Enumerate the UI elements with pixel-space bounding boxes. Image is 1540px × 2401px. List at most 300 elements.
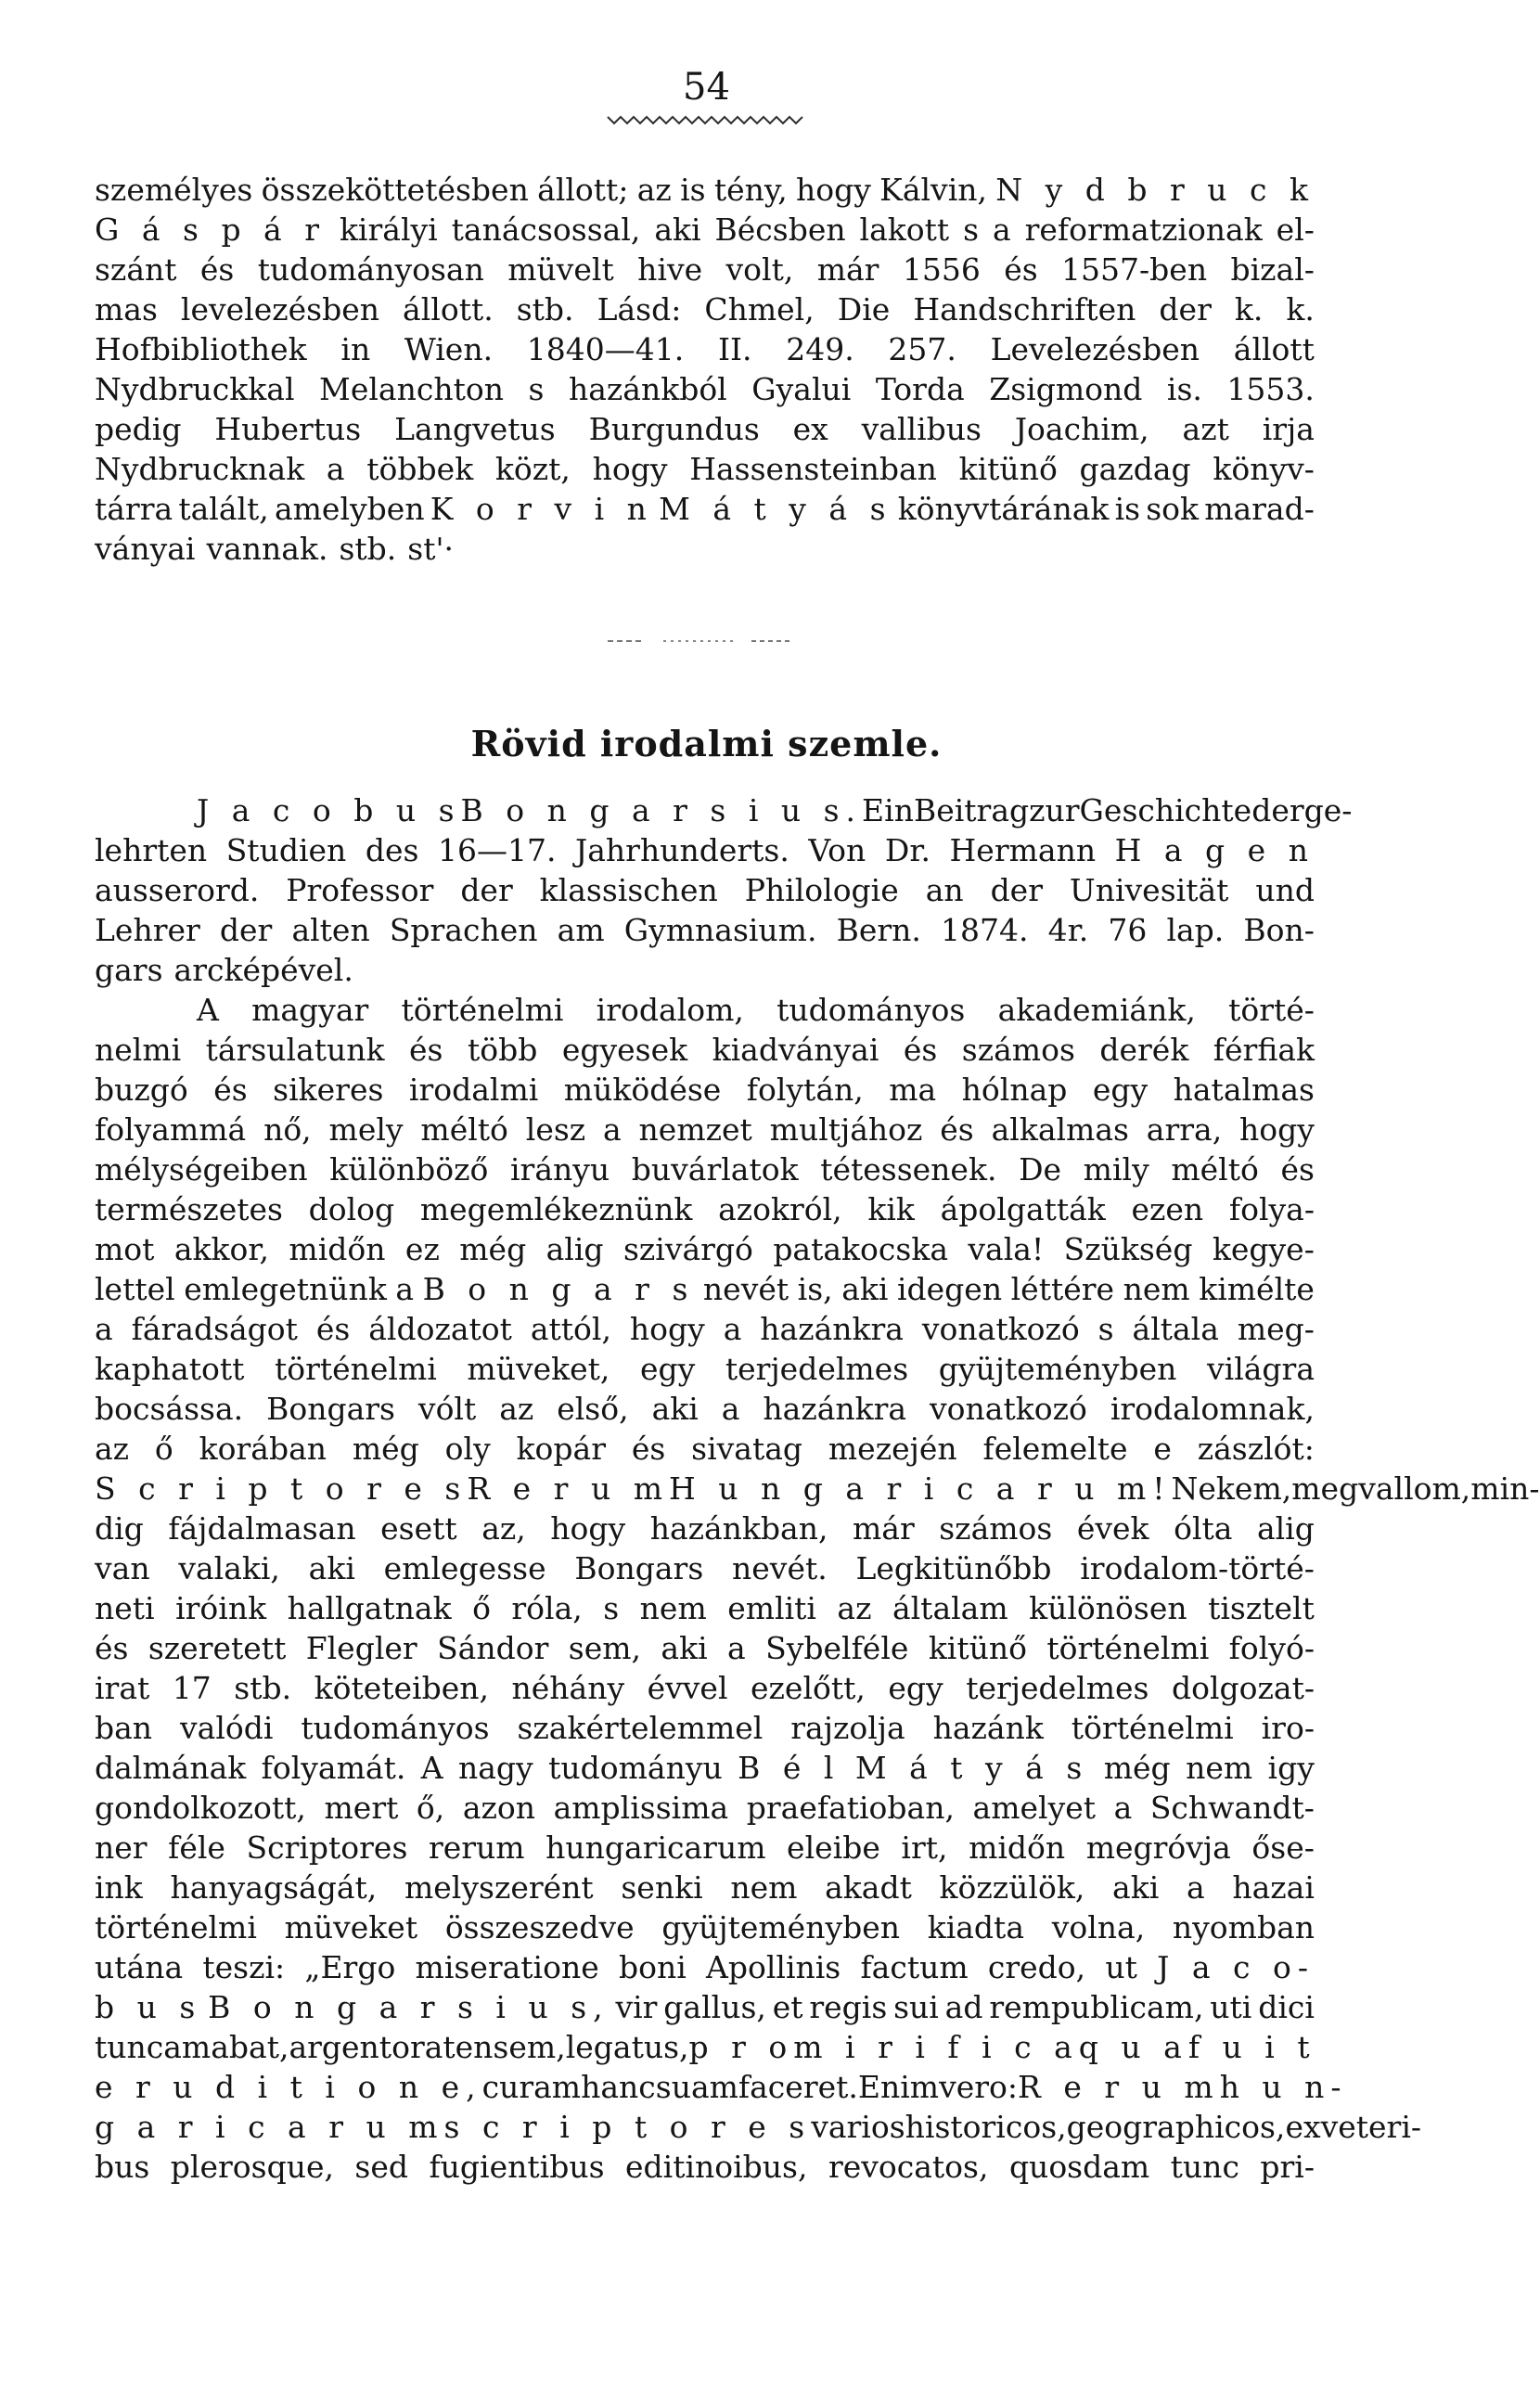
word: általa: [1132, 1311, 1219, 1347]
word: A: [420, 1750, 443, 1786]
word: geographicos,: [1066, 2109, 1286, 2145]
word: Nydbruckkal: [95, 371, 295, 407]
word: vala!: [968, 1231, 1045, 1267]
word: lettel: [95, 1271, 175, 1307]
book-entry: [95, 790, 1353, 990]
word: boni: [618, 1949, 687, 1985]
word: B o n g a r s i u s,: [208, 1989, 610, 2025]
word: Flegler: [305, 1630, 417, 1666]
word: Dr.: [884, 832, 930, 868]
word: irt,: [901, 1830, 948, 1866]
word: buzgó: [95, 1072, 188, 1108]
word: évvel: [647, 1670, 728, 1706]
word: az: [636, 172, 672, 208]
word: irányu: [510, 1151, 610, 1188]
word: vólt: [417, 1391, 477, 1427]
word: férfiak: [1213, 1032, 1315, 1068]
word: Studien: [225, 832, 347, 868]
word: könyv-: [1213, 451, 1315, 487]
word: néhány: [511, 1670, 625, 1706]
word: senki: [621, 1869, 703, 1906]
word: még: [1103, 1750, 1171, 1786]
word: amplissima: [553, 1790, 729, 1826]
word: aki: [654, 212, 701, 248]
page-number-text: 54: [683, 66, 730, 109]
word: f u i t: [1187, 2029, 1316, 2065]
text-line: [95, 1548, 1315, 1588]
word: bizal-: [1230, 251, 1315, 288]
word: egy: [1092, 1072, 1149, 1108]
text-line: [95, 1748, 1315, 1788]
word: vero:: [939, 2069, 1019, 2105]
text-line: [95, 1269, 1315, 1309]
word: az: [499, 1391, 534, 1427]
zigzag-ornament: [608, 109, 802, 128]
word: hogy: [795, 172, 871, 208]
word: hanc: [581, 2069, 656, 2105]
word: közzülök,: [939, 1869, 1085, 1906]
word: sok: [1146, 491, 1200, 527]
word: J a c o b u s: [197, 792, 461, 828]
word: akademiánk,: [997, 992, 1196, 1028]
word: nem: [639, 1590, 707, 1626]
word: tény,: [713, 172, 788, 208]
word: 76: [1108, 912, 1148, 948]
word: megemlékeznünk: [419, 1191, 693, 1227]
word: varios: [811, 2109, 905, 2145]
text-line: [95, 790, 1353, 830]
word: Sándor: [437, 1630, 549, 1666]
text-line: [95, 1110, 1315, 1149]
word: mot: [95, 1231, 155, 1267]
word: Professor: [286, 872, 434, 908]
word: irja: [1262, 411, 1315, 447]
word: II.: [717, 331, 752, 367]
word: q u a: [1078, 2029, 1188, 2065]
word: Geschichte: [1079, 792, 1252, 828]
word: Bongars: [266, 1391, 395, 1427]
word: in: [340, 331, 371, 367]
word: ad: [944, 1989, 983, 2025]
word: s: [603, 1590, 620, 1626]
word: vallibus: [861, 411, 982, 447]
word: és: [315, 1311, 351, 1347]
word: Szükség: [1063, 1231, 1193, 1267]
word: Schwandt-: [1149, 1790, 1315, 1826]
text-line: [95, 1947, 1315, 1987]
text-line: [95, 409, 1315, 449]
word: egy: [888, 1670, 943, 1706]
word: ez: [404, 1231, 440, 1267]
word: hazánkra: [760, 1311, 904, 1347]
word: Jahrhunderts.: [575, 832, 789, 868]
word: lap.: [1166, 912, 1225, 948]
word: világra: [1207, 1351, 1315, 1387]
word: az: [95, 1431, 130, 1467]
word: M á t y á s: [854, 1750, 1089, 1786]
word: hazai: [1232, 1869, 1315, 1906]
word: dolgozat-: [1171, 1670, 1315, 1706]
word: Melanchton: [319, 371, 504, 407]
word: 4r.: [1047, 912, 1089, 948]
word: Legkitünőbb: [855, 1550, 1052, 1586]
word: vonatkozó: [921, 1311, 1080, 1347]
word: hogy: [592, 451, 668, 487]
word: hallgatnak: [287, 1590, 452, 1626]
word: Lásd:: [597, 291, 682, 327]
word: patakocska: [773, 1231, 948, 1267]
text-line: [95, 289, 1315, 329]
word: ner: [95, 1830, 148, 1866]
word: a: [723, 1311, 742, 1347]
word: kaphatott: [95, 1351, 245, 1387]
word: der: [460, 872, 513, 908]
text-line: [95, 1987, 1315, 2027]
word: számos: [939, 1510, 1053, 1547]
word: ge-: [1303, 792, 1353, 828]
text-line: [95, 1229, 1315, 1269]
word: a: [603, 1111, 622, 1148]
word: kegye-: [1212, 1231, 1315, 1267]
word: ápolgatták: [940, 1191, 1106, 1227]
word: Beitrag: [913, 792, 1030, 828]
word: et: [772, 1989, 803, 2025]
word: b u s: [95, 1989, 202, 2025]
word: historicos,: [905, 2109, 1067, 2145]
word: a: [1113, 1790, 1133, 1826]
word: vir: [615, 1989, 658, 2025]
word: nem: [730, 1869, 798, 1906]
section-separator: [608, 638, 793, 644]
word: 257.: [888, 331, 956, 367]
word: alten: [291, 912, 370, 948]
word: utána: [95, 1949, 184, 1985]
word: köteteiben,: [314, 1670, 489, 1706]
word: történelmi: [1071, 1710, 1234, 1746]
word: a: [992, 212, 1011, 248]
word: és: [1280, 1151, 1315, 1188]
word: an: [925, 872, 964, 908]
word: veteri-: [1320, 2109, 1422, 2145]
word: Torda: [875, 371, 965, 407]
word: 17: [172, 1670, 212, 1706]
word: kiadta: [927, 1909, 1024, 1945]
word: megróvja: [1085, 1830, 1231, 1866]
text-line: [95, 2147, 1315, 2187]
word: Apollinis: [706, 1949, 841, 1985]
word: és: [199, 251, 235, 288]
word: egyesek: [561, 1032, 688, 1068]
word: hogy: [550, 1510, 626, 1547]
word: argentoratensem,: [289, 2029, 566, 2065]
word: irat: [95, 1670, 150, 1706]
word: revocatos,: [828, 2149, 989, 2185]
word: „Ergo: [304, 1949, 396, 1985]
word: Die: [837, 291, 891, 327]
word: nevét: [702, 1271, 789, 1307]
text-line: [95, 1469, 1540, 1509]
word: még: [352, 1431, 419, 1467]
word: közt,: [494, 451, 571, 487]
word: volt,: [725, 251, 794, 288]
word: felemelte: [982, 1431, 1128, 1467]
word: több: [467, 1032, 538, 1068]
word: és: [631, 1431, 666, 1467]
word: e: [1153, 1431, 1172, 1467]
word: ezen: [1131, 1191, 1204, 1227]
word: mezején: [828, 1431, 957, 1467]
word: factum: [860, 1949, 969, 1985]
text-line: [95, 870, 1315, 910]
word: különböző: [329, 1151, 489, 1188]
word: stb.: [234, 1670, 292, 1706]
word: Sprachen: [389, 912, 538, 948]
word: gazdag: [1079, 451, 1191, 487]
word: Hermann: [949, 832, 1097, 868]
word: Kálvin,: [879, 172, 987, 208]
word: korában: [199, 1431, 327, 1467]
word: ausserord.: [95, 872, 260, 908]
word: természetes: [95, 1191, 283, 1227]
word: N y d b r u c k: [995, 172, 1315, 208]
word: marad-: [1204, 491, 1315, 527]
word: a: [95, 1311, 113, 1347]
word: sui: [893, 1989, 939, 2025]
word: B o n g a r s: [422, 1271, 695, 1307]
word: nelmi: [95, 1032, 182, 1068]
text-line: [95, 2107, 1422, 2147]
word: tétessenek.: [820, 1151, 997, 1188]
word: még: [459, 1231, 527, 1267]
word: rajzolja: [790, 1710, 905, 1746]
word: azt: [1182, 411, 1229, 447]
word: midőn: [969, 1830, 1066, 1866]
word: regis: [809, 1989, 888, 2025]
word: kitünő: [958, 451, 1058, 487]
word: Lehrer: [95, 912, 200, 948]
word: hive: [637, 251, 703, 288]
word: igy: [1267, 1750, 1315, 1786]
word: irodalomnak,: [1110, 1391, 1315, 1427]
word: nyomban: [1172, 1909, 1315, 1945]
word: dici: [1258, 1989, 1315, 2025]
word: Hubertus: [214, 411, 362, 447]
word: vannak.: [206, 531, 328, 567]
word: mert: [324, 1790, 399, 1826]
text-line: [95, 1429, 1315, 1469]
word: hogy: [629, 1311, 705, 1347]
word: dolog: [308, 1191, 395, 1227]
text-line: [95, 250, 1315, 289]
word: törté-: [1228, 992, 1315, 1028]
word: megvallom,: [1291, 1470, 1471, 1507]
text-line: [95, 990, 1315, 1030]
word: sem,: [568, 1630, 642, 1666]
word: alkalmas: [991, 1111, 1129, 1148]
word: iro-: [1261, 1710, 1315, 1746]
word: azokról,: [718, 1191, 842, 1227]
word: mas: [95, 291, 158, 327]
word: tudományu: [548, 1750, 723, 1786]
word: hogy: [1239, 1111, 1315, 1148]
word: Hassensteinban: [689, 451, 937, 487]
word: dig: [95, 1510, 144, 1547]
word: teszi:: [202, 1949, 286, 1985]
word: zur: [1029, 792, 1080, 828]
word: akkor,: [173, 1231, 270, 1267]
word: fugientibus: [429, 2149, 605, 2185]
word: fájdalmasan: [168, 1510, 356, 1547]
word: Bern.: [836, 912, 921, 948]
text-line: [95, 210, 1315, 250]
word: der: [1159, 291, 1212, 327]
word: magyar: [251, 992, 369, 1028]
word: stb.: [516, 291, 574, 327]
text-line: [95, 830, 1315, 870]
word: lesz: [525, 1111, 586, 1148]
word: credo,: [987, 1949, 1086, 1985]
word: plerosque,: [170, 2149, 334, 2185]
word: gallus,: [663, 1989, 766, 2025]
word: H u n g a r i c a r u m!: [668, 1470, 1172, 1507]
word: buvárlatok: [631, 1151, 799, 1188]
word: attól,: [530, 1311, 611, 1347]
word: ő: [472, 1590, 491, 1626]
word: könyvtárának: [897, 491, 1110, 527]
word: A: [197, 992, 219, 1028]
word: ex: [792, 411, 828, 447]
word: alig: [1256, 1510, 1315, 1547]
word: R e r u m: [467, 1470, 669, 1507]
word: midőn: [289, 1231, 386, 1267]
text-line: [95, 1309, 1315, 1349]
word: valaki,: [178, 1550, 280, 1586]
text-line: [95, 1788, 1315, 1828]
word: hólnap: [961, 1072, 1068, 1108]
word: tudományos: [301, 1710, 490, 1746]
word: arcképével.: [173, 952, 353, 988]
word: Handschriften: [913, 291, 1136, 327]
word: des: [365, 832, 419, 868]
word: és: [95, 1630, 129, 1666]
word: der: [990, 872, 1043, 908]
word: ut: [1105, 1949, 1137, 1985]
word: nem: [1123, 1271, 1190, 1307]
word: állott;: [537, 172, 629, 208]
word: ink: [95, 1869, 143, 1906]
word: méltó: [420, 1111, 508, 1148]
word: Zsigmond: [989, 371, 1143, 407]
text-line: [95, 1907, 1315, 1947]
word: rerum: [428, 1830, 525, 1866]
word: gondolkozott,: [95, 1790, 306, 1826]
word: h u n-: [1219, 2069, 1348, 2105]
word: Bécsben: [714, 212, 846, 248]
text-line: [95, 449, 1315, 489]
word: gars: [95, 952, 163, 988]
word: évek: [1076, 1510, 1149, 1547]
word: J a c o-: [1157, 1949, 1315, 1985]
word: összeszedve: [444, 1909, 635, 1945]
section-heading: [0, 722, 1413, 766]
word: különösen: [1029, 1590, 1187, 1626]
word: ólta: [1174, 1510, 1233, 1547]
word: klassischen: [539, 872, 718, 908]
word: praefatioban,: [746, 1790, 955, 1826]
word: sed: [354, 2149, 409, 2185]
word: fáradságot: [131, 1311, 298, 1347]
word: der: [219, 912, 273, 948]
text-line: [95, 170, 1315, 210]
word: hanyagságát,: [170, 1869, 378, 1906]
word: Scriptores: [246, 1830, 408, 1866]
word: ezelőtt,: [751, 1670, 866, 1706]
word: editinoibus,: [624, 2149, 808, 2185]
word: mily: [1083, 1151, 1149, 1188]
word: nem: [1186, 1750, 1253, 1786]
word: aki: [841, 1271, 889, 1307]
word: volna,: [1051, 1909, 1146, 1945]
word: történelmi: [95, 1909, 257, 1945]
word: aki: [661, 1630, 708, 1666]
word: kopár: [516, 1431, 607, 1467]
word: szivárgó: [622, 1231, 753, 1267]
word: aki: [308, 1550, 355, 1586]
word: többek: [366, 451, 474, 487]
word: terjedelmes: [966, 1670, 1149, 1706]
word: Hofbibliothek: [95, 331, 307, 367]
text-line: [95, 1349, 1315, 1389]
word: B o n g a r s i u s.: [460, 792, 863, 828]
word: és: [1004, 251, 1038, 288]
word: der: [1251, 792, 1304, 828]
word: esett: [380, 1510, 457, 1547]
word: B é l: [738, 1750, 841, 1786]
word: 249.: [786, 331, 854, 367]
word: nagy: [457, 1750, 533, 1786]
word: stb.: [339, 531, 397, 567]
text-line: [95, 1828, 1315, 1868]
word: curam: [481, 2069, 582, 2105]
word: und: [1255, 872, 1315, 908]
word: multjához: [769, 1111, 923, 1148]
word: iróink: [175, 1590, 267, 1626]
word: 1556: [902, 251, 981, 288]
word: féle: [168, 1830, 225, 1866]
word: Wien.: [404, 331, 494, 367]
section-heading-text: Rövid irodalmi szemle.: [470, 723, 943, 764]
word: irodalmi: [408, 1072, 539, 1108]
word: folyammá: [95, 1111, 247, 1148]
text-line: [95, 1389, 1315, 1429]
word: társulatunk: [205, 1032, 385, 1068]
word: hungaricarum: [545, 1830, 766, 1866]
top-paragraph: [95, 170, 1315, 569]
text-line: [95, 950, 1315, 990]
word: 1553.: [1226, 371, 1315, 407]
word: szánt: [95, 251, 177, 288]
word: számos: [961, 1032, 1075, 1068]
word: általam: [892, 1590, 1008, 1626]
word: már: [852, 1510, 915, 1547]
word: Langvetus: [394, 411, 556, 447]
word: irodalom,: [596, 992, 744, 1028]
word: k.: [1234, 291, 1264, 327]
word: állott.: [403, 291, 494, 327]
word: bus: [95, 2149, 150, 2185]
word: első,: [557, 1391, 629, 1427]
word: ő,: [416, 1790, 445, 1826]
